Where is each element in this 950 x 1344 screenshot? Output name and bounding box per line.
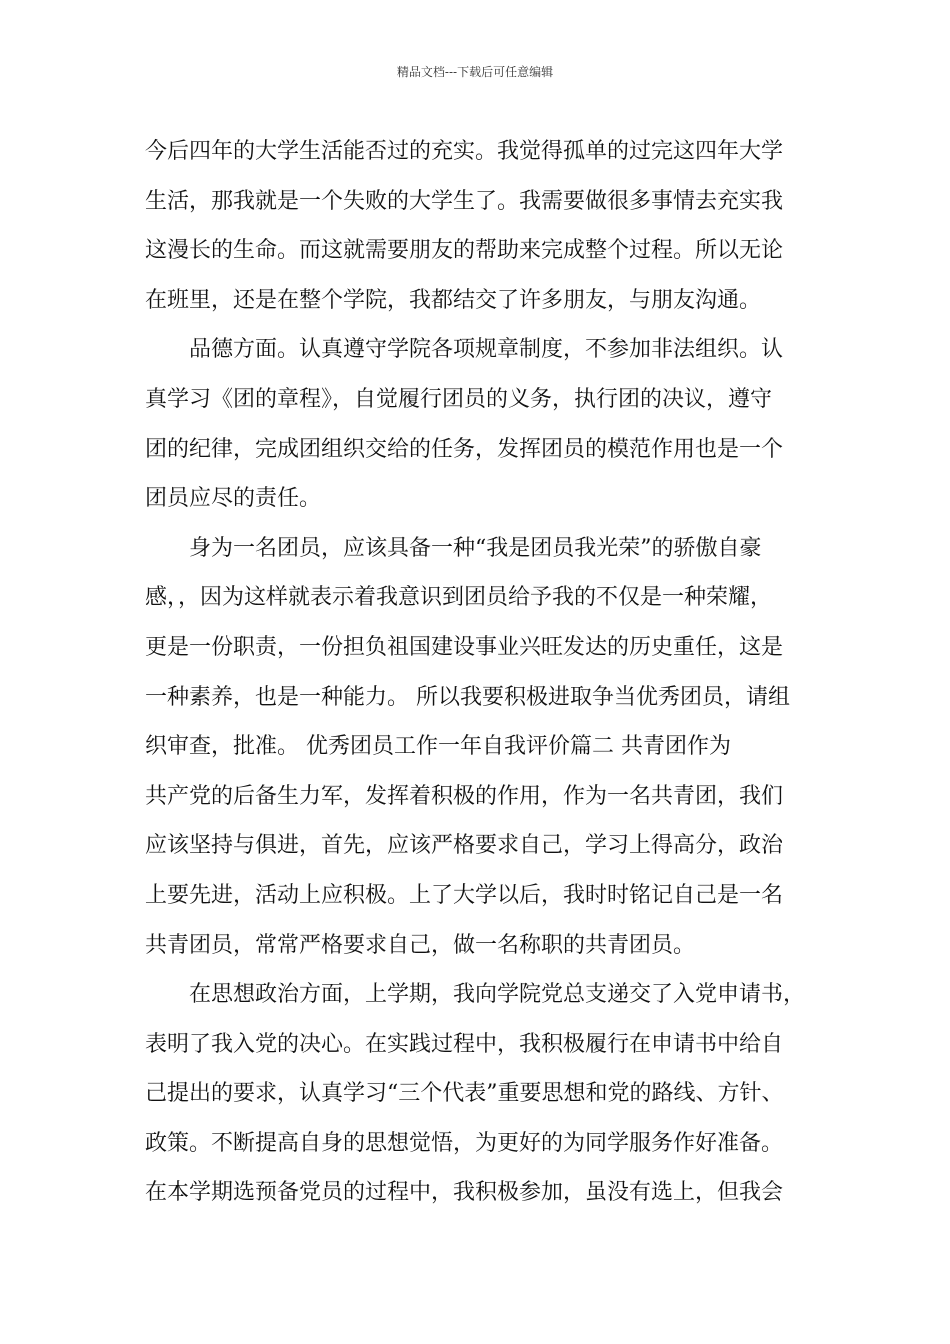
page-header: 精品文档---下载后可任意编辑 <box>396 65 554 79</box>
text-line: 政策。不断提高自身的思想觉悟，为更好的为同学服务作好准备。 <box>145 1130 784 1156</box>
body-text <box>145 132 807 1223</box>
text-line: 品德方面。认真遵守学院各项规章制度，不参加非法组织。认 <box>189 337 784 363</box>
text-line: 这漫长的生命。而这就需要朋友的帮助来完成整个过程。所以无论 <box>145 238 784 264</box>
text-line: 上要先进，活动上应积极。上了大学以后，我时时铭记自己是一名 <box>145 882 784 908</box>
text-line: 生活，那我就是一个失败的大学生了。我需要做很多事情去充实我 <box>145 188 784 214</box>
text-line: 织审查，批准。 优秀团员工作一年自我评价篇二 共青团作为 <box>145 734 731 760</box>
text-line: 感，，因为这样就表示着我意识到团员给予我的不仅是一种荣耀， <box>145 585 773 611</box>
text-line: 真学习《团的章程》，自觉履行团员的义务，执行团的决议，遵守 <box>145 386 773 412</box>
text-line: 在班里，还是在整个学院，我都结交了许多朋友，与朋友沟通。 <box>145 287 762 313</box>
text-line: 团员应尽的责任。 <box>145 486 322 512</box>
text-line: 表明了我入党的决心。在实践过程中，我积极履行在申请书中给自 <box>145 1031 784 1057</box>
text-line: 一种素养，也是一种能力。 所以我要积极进取争当优秀团员，请组 <box>145 684 790 710</box>
text-line: 身为一名团员，应该具备一种“我是团员我光荣”的骄傲自豪 <box>189 535 762 561</box>
text-line: 共青团员，常常严格要求自己，做一名称职的共青团员。 <box>145 932 696 958</box>
text-line: 应该坚持与俱进，首先，应该严格要求自己，学习上得高分，政治 <box>145 833 784 859</box>
text-line: 在本学期选预备党员的过程中，我积极参加，虽没有选上，但我会 <box>145 1180 784 1206</box>
text-line: 今后四年的大学生活能否过的充实。我觉得孤单的过完这四年大学 <box>145 139 784 164</box>
text-line: 团的纪律，完成团组织交给的任务，发挥团员的模范作用也是一个 <box>145 436 784 462</box>
text-line: 己提出的要求，认真学习“三个代表”重要思想和党的路线、方针、 <box>145 1081 784 1107</box>
text-line: 在思想政治方面，上学期，我向学院党总支递交了入党申请书， <box>189 982 806 1008</box>
text-line: 更是一份职责，一份担负祖国建设事业兴旺发达的历史重任，这是 <box>145 634 784 660</box>
text-line: 共产党的后备生力军，发挥着积极的作用，作为一名共青团，我们 <box>145 783 784 809</box>
